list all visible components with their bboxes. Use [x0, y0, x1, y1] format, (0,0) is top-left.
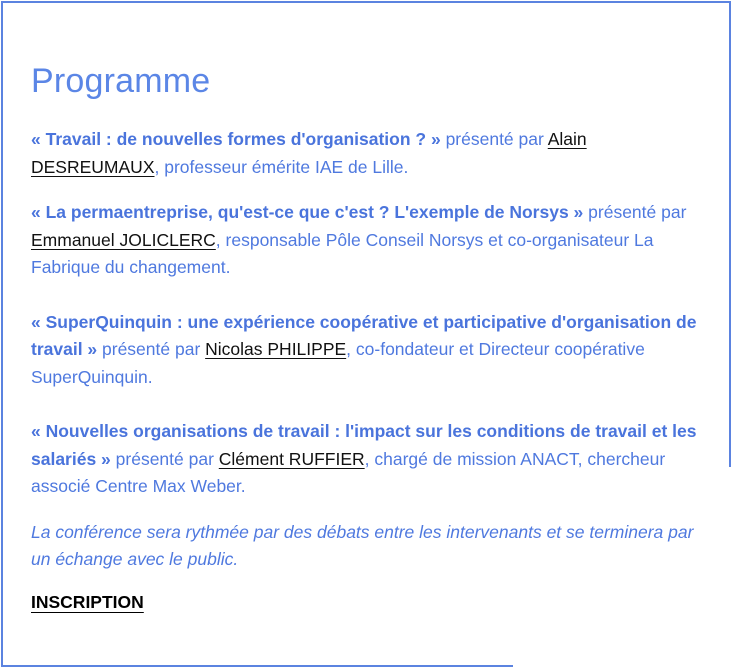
talk-title: « SuperQuinquin : une expérience coopérative et participative d'organisation de travail » [31, 311, 697, 359]
talk-item [31, 418, 701, 501]
presented-by-text: présenté par [440, 129, 548, 149]
presented-by-text: présenté par [110, 448, 219, 469]
talk-title: « Nouvelles organisations de travail : l'impact sur les conditions de travail et les salariés » [31, 421, 697, 469]
speaker-link[interactable]: Clément RUFFIER [218, 448, 365, 469]
speaker-role: , responsable Pôle Conseil Norsys et co-organisateur La Fabrique du changement. [31, 229, 654, 277]
speaker-role: , professeur émérite IAE de Lille. [154, 156, 409, 177]
page-title: Programme [31, 62, 211, 100]
talk-item [31, 199, 701, 282]
presented-by-text: présenté par [583, 202, 687, 222]
conference-note: La conférence sera rythmée par des débats entre les intervenants et se terminera par un échange avec le public. [31, 521, 694, 569]
presented-by-text: présenté par [97, 339, 206, 359]
speaker-link[interactable]: Nicolas PHILIPPE [205, 339, 347, 359]
talk-title: « La permaentreprise, qu'est-ce que c'est ? L'exemple de Norsys » [31, 202, 584, 222]
speaker-role: , chargé de mission ANACT, chercheur associé Centre Max Weber. [31, 448, 666, 496]
frame-bottom-border [1, 665, 513, 667]
talk-item [31, 126, 701, 181]
programme-section [31, 60, 701, 613]
talk-item [31, 309, 701, 392]
frame-left-border [1, 1, 3, 667]
speaker-link[interactable]: Emmanuel JOLICLERC [31, 229, 216, 250]
frame-top-border [1, 1, 730, 3]
speaker-link[interactable]: Alain DESREUMAUX [31, 129, 587, 177]
speaker-role: , co-fondateur et Directeur coopérative SuperQuinquin. [31, 339, 645, 387]
talk-title: « Travail : de nouvelles formes d'organisation ? » [31, 129, 441, 149]
inscription-link[interactable]: INSCRIPTION [31, 591, 144, 612]
